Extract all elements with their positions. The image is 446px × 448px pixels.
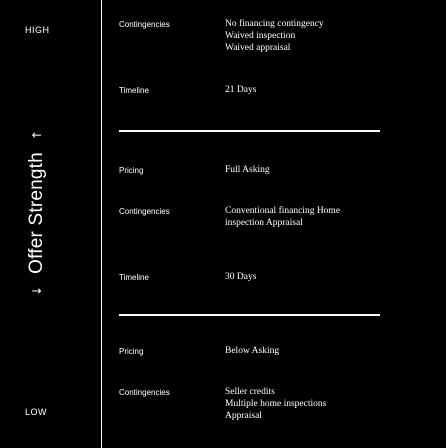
row-value-timeline <box>225 84 256 96</box>
row-label-pricing: Pricing <box>119 166 144 175</box>
arrow-down-icon: ↓ <box>30 285 44 296</box>
row-value-contingencies <box>225 386 326 422</box>
value-line: inspection Appraisal <box>225 218 303 228</box>
value-line: Appraisal <box>225 411 262 421</box>
row-value-pricing <box>225 164 270 176</box>
row-value-contingencies <box>225 18 324 54</box>
axis-title-group <box>26 130 48 296</box>
row-label-contingencies: Contingencies <box>119 207 170 216</box>
row-label-timeline: Timeline <box>119 86 149 95</box>
low-label: LOW <box>25 407 48 417</box>
row-value-pricing <box>225 345 279 357</box>
high-label: HIGH <box>25 25 50 35</box>
value-line: Multiple home inspections <box>225 399 327 409</box>
tier-divider-1 <box>119 130 380 132</box>
row-value-contingencies <box>225 205 340 229</box>
value-line: No financing contingency <box>225 19 324 29</box>
value-line: Conventional financing Home <box>225 206 341 216</box>
value-line: 21 Days <box>225 85 257 95</box>
value-line: Seller credits <box>225 387 275 397</box>
row-label-timeline: Timeline <box>119 273 149 282</box>
row-label-pricing: Pricing <box>119 347 144 356</box>
arrow-up-icon: ↑ <box>30 130 44 141</box>
vertical-divider <box>101 0 102 448</box>
tier-divider-2 <box>119 314 380 316</box>
value-line: Waived inspection <box>225 31 296 41</box>
value-line: 30 Days <box>225 272 257 282</box>
value-line: Waived appraisal <box>225 43 291 53</box>
row-label-contingencies: Contingencies <box>119 388 170 397</box>
axis-title: Offer Strength <box>26 152 47 274</box>
value-line: Full Asking <box>225 165 270 175</box>
value-line: Below Asking <box>225 346 280 356</box>
row-label-contingencies: Contingencies <box>119 20 170 29</box>
row-value-timeline <box>225 271 256 283</box>
